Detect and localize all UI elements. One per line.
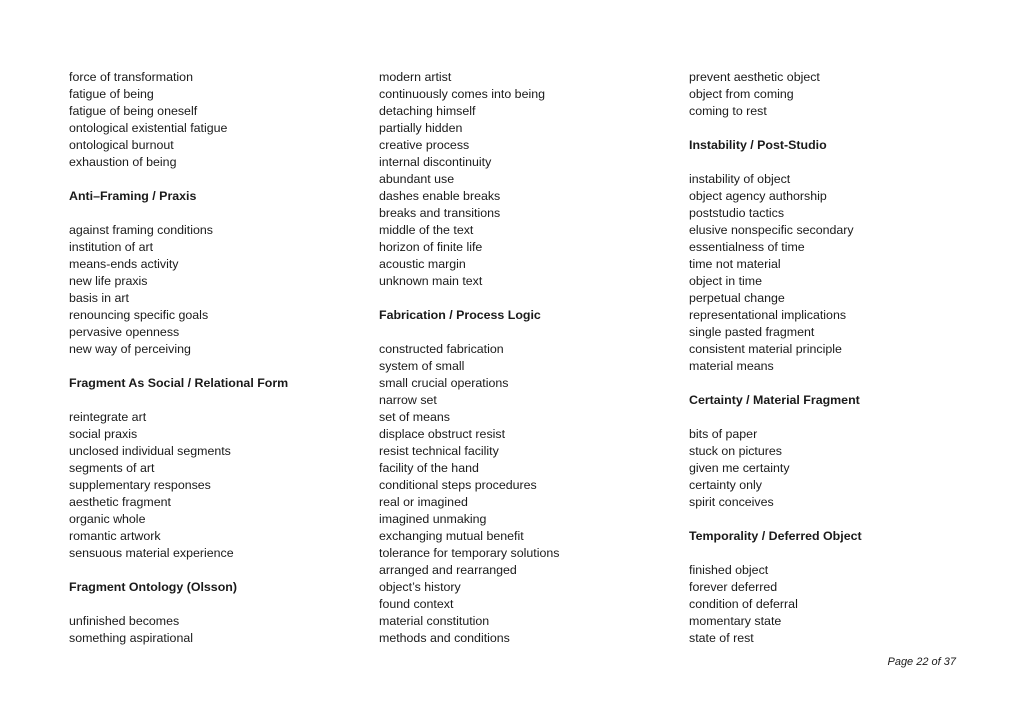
list-item: finished object xyxy=(689,563,769,577)
list-item: pervasive openness xyxy=(69,325,180,339)
list-item: bits of paper xyxy=(689,427,758,441)
spacer xyxy=(69,205,369,222)
list-item: real or imagined xyxy=(379,495,468,509)
middle-column xyxy=(379,69,679,647)
list-item: renouncing specific goals xyxy=(69,308,209,322)
list-item: unfinished becomes xyxy=(69,614,180,628)
list-item: continuously comes into being xyxy=(379,87,545,101)
list-item: small crucial operations xyxy=(379,376,509,390)
section-heading: Fragment Ontology (Olsson) xyxy=(69,580,237,594)
spacer xyxy=(689,545,989,562)
section-heading: Anti–Framing / Praxis xyxy=(69,189,197,203)
spacer xyxy=(689,375,989,392)
list-item: reintegrate art xyxy=(69,410,147,424)
list-item: momentary state xyxy=(689,614,782,628)
section-heading: Instability / Post-Studio xyxy=(689,138,827,152)
list-item: segments of art xyxy=(69,461,155,475)
list-item: time not material xyxy=(689,257,781,271)
spacer xyxy=(689,409,989,426)
list-item: narrow set xyxy=(379,393,437,407)
list-item: object in time xyxy=(689,274,763,288)
list-item: unknown main text xyxy=(379,274,483,288)
list-item: system of small xyxy=(379,359,465,373)
spacer xyxy=(69,171,369,188)
list-item: perpetual change xyxy=(689,291,785,305)
list-item: material constitution xyxy=(379,614,490,628)
page-number: Page 22 of 37 xyxy=(887,656,956,668)
list-item: creative process xyxy=(379,138,470,152)
list-item: tolerance for temporary solutions xyxy=(379,546,560,560)
spacer xyxy=(689,511,989,528)
list-item: stuck on pictures xyxy=(689,444,782,458)
list-item: certainty only xyxy=(689,478,763,492)
list-item: breaks and transitions xyxy=(379,206,501,220)
list-item: condition of deferral xyxy=(689,597,798,611)
list-item: modern artist xyxy=(379,70,452,84)
list-item: spirit conceives xyxy=(689,495,774,509)
list-item: instability of object xyxy=(689,172,791,186)
list-item: new way of perceiving xyxy=(69,342,191,356)
spacer xyxy=(69,392,369,409)
list-item: found context xyxy=(379,597,454,611)
list-item: coming to rest xyxy=(689,104,767,118)
spacer xyxy=(379,324,679,341)
list-item: object’s history xyxy=(379,580,461,594)
list-item: fatigue of being oneself xyxy=(69,104,198,118)
section-heading: Fragment As Social / Relational Form xyxy=(69,376,289,390)
list-item: unclosed individual segments xyxy=(69,444,231,458)
list-item: arranged and rearranged xyxy=(379,563,517,577)
spacer xyxy=(689,154,989,171)
list-item: elusive nonspecific secondary xyxy=(689,223,854,237)
list-item: object from coming xyxy=(689,87,794,101)
list-item: social praxis xyxy=(69,427,138,441)
list-item: methods and conditions xyxy=(379,631,510,645)
list-item: displace obstruct resist xyxy=(379,427,506,441)
list-item: fatigue of being xyxy=(69,87,154,101)
list-item: ontological existential fatigue xyxy=(69,121,228,135)
section-heading: Certainty / Material Fragment xyxy=(689,393,860,407)
list-item: basis in art xyxy=(69,291,129,305)
list-item: essentialness of time xyxy=(689,240,805,254)
list-item: against framing conditions xyxy=(69,223,213,237)
list-item: consistent material principle xyxy=(689,342,842,356)
list-item: internal discontinuity xyxy=(379,155,492,169)
list-item: middle of the text xyxy=(379,223,474,237)
spacer xyxy=(69,596,369,613)
list-item: abundant use xyxy=(379,172,455,186)
list-item: conditional steps procedures xyxy=(379,478,537,492)
list-item: sensuous material experience xyxy=(69,546,234,560)
right-column xyxy=(689,69,989,647)
list-item: single pasted fragment xyxy=(689,325,815,339)
list-item: acoustic margin xyxy=(379,257,466,271)
list-item: poststudio tactics xyxy=(689,206,785,220)
list-item: given me certainty xyxy=(689,461,790,475)
list-item: object agency authorship xyxy=(689,189,827,203)
list-item: state of rest xyxy=(689,631,754,645)
list-item: supplementary responses xyxy=(69,478,211,492)
list-item: forever deferred xyxy=(689,580,778,594)
list-item: horizon of finite life xyxy=(379,240,483,254)
spacer xyxy=(379,290,679,307)
list-item: material means xyxy=(689,359,774,373)
list-item: force of transformation xyxy=(69,70,193,84)
list-item: partially hidden xyxy=(379,121,463,135)
list-item: means-ends activity xyxy=(69,257,179,271)
list-item: facility of the hand xyxy=(379,461,479,475)
list-item: organic whole xyxy=(69,512,146,526)
list-item: something aspirational xyxy=(69,631,193,645)
list-item: detaching himself xyxy=(379,104,476,118)
list-item: exchanging mutual benefit xyxy=(379,529,524,543)
list-item: dashes enable breaks xyxy=(379,189,501,203)
spacer xyxy=(69,358,369,375)
section-heading: Temporality / Deferred Object xyxy=(689,529,862,543)
list-item: exhaustion of being xyxy=(69,155,177,169)
section-heading: Fabrication / Process Logic xyxy=(379,308,541,322)
list-item: constructed fabrication xyxy=(379,342,504,356)
spacer xyxy=(689,120,989,137)
list-item: resist technical facility xyxy=(379,444,499,458)
spacer xyxy=(69,562,369,579)
list-item: imagined unmaking xyxy=(379,512,487,526)
list-item: prevent aesthetic object xyxy=(689,70,820,84)
list-item: representational implications xyxy=(689,308,847,322)
list-item: set of means xyxy=(379,410,450,424)
list-item: new life praxis xyxy=(69,274,148,288)
list-item: aesthetic fragment xyxy=(69,495,171,509)
list-item: institution of art xyxy=(69,240,154,254)
list-item: ontological burnout xyxy=(69,138,174,152)
list-item: romantic artwork xyxy=(69,529,161,543)
left-column xyxy=(69,69,369,647)
